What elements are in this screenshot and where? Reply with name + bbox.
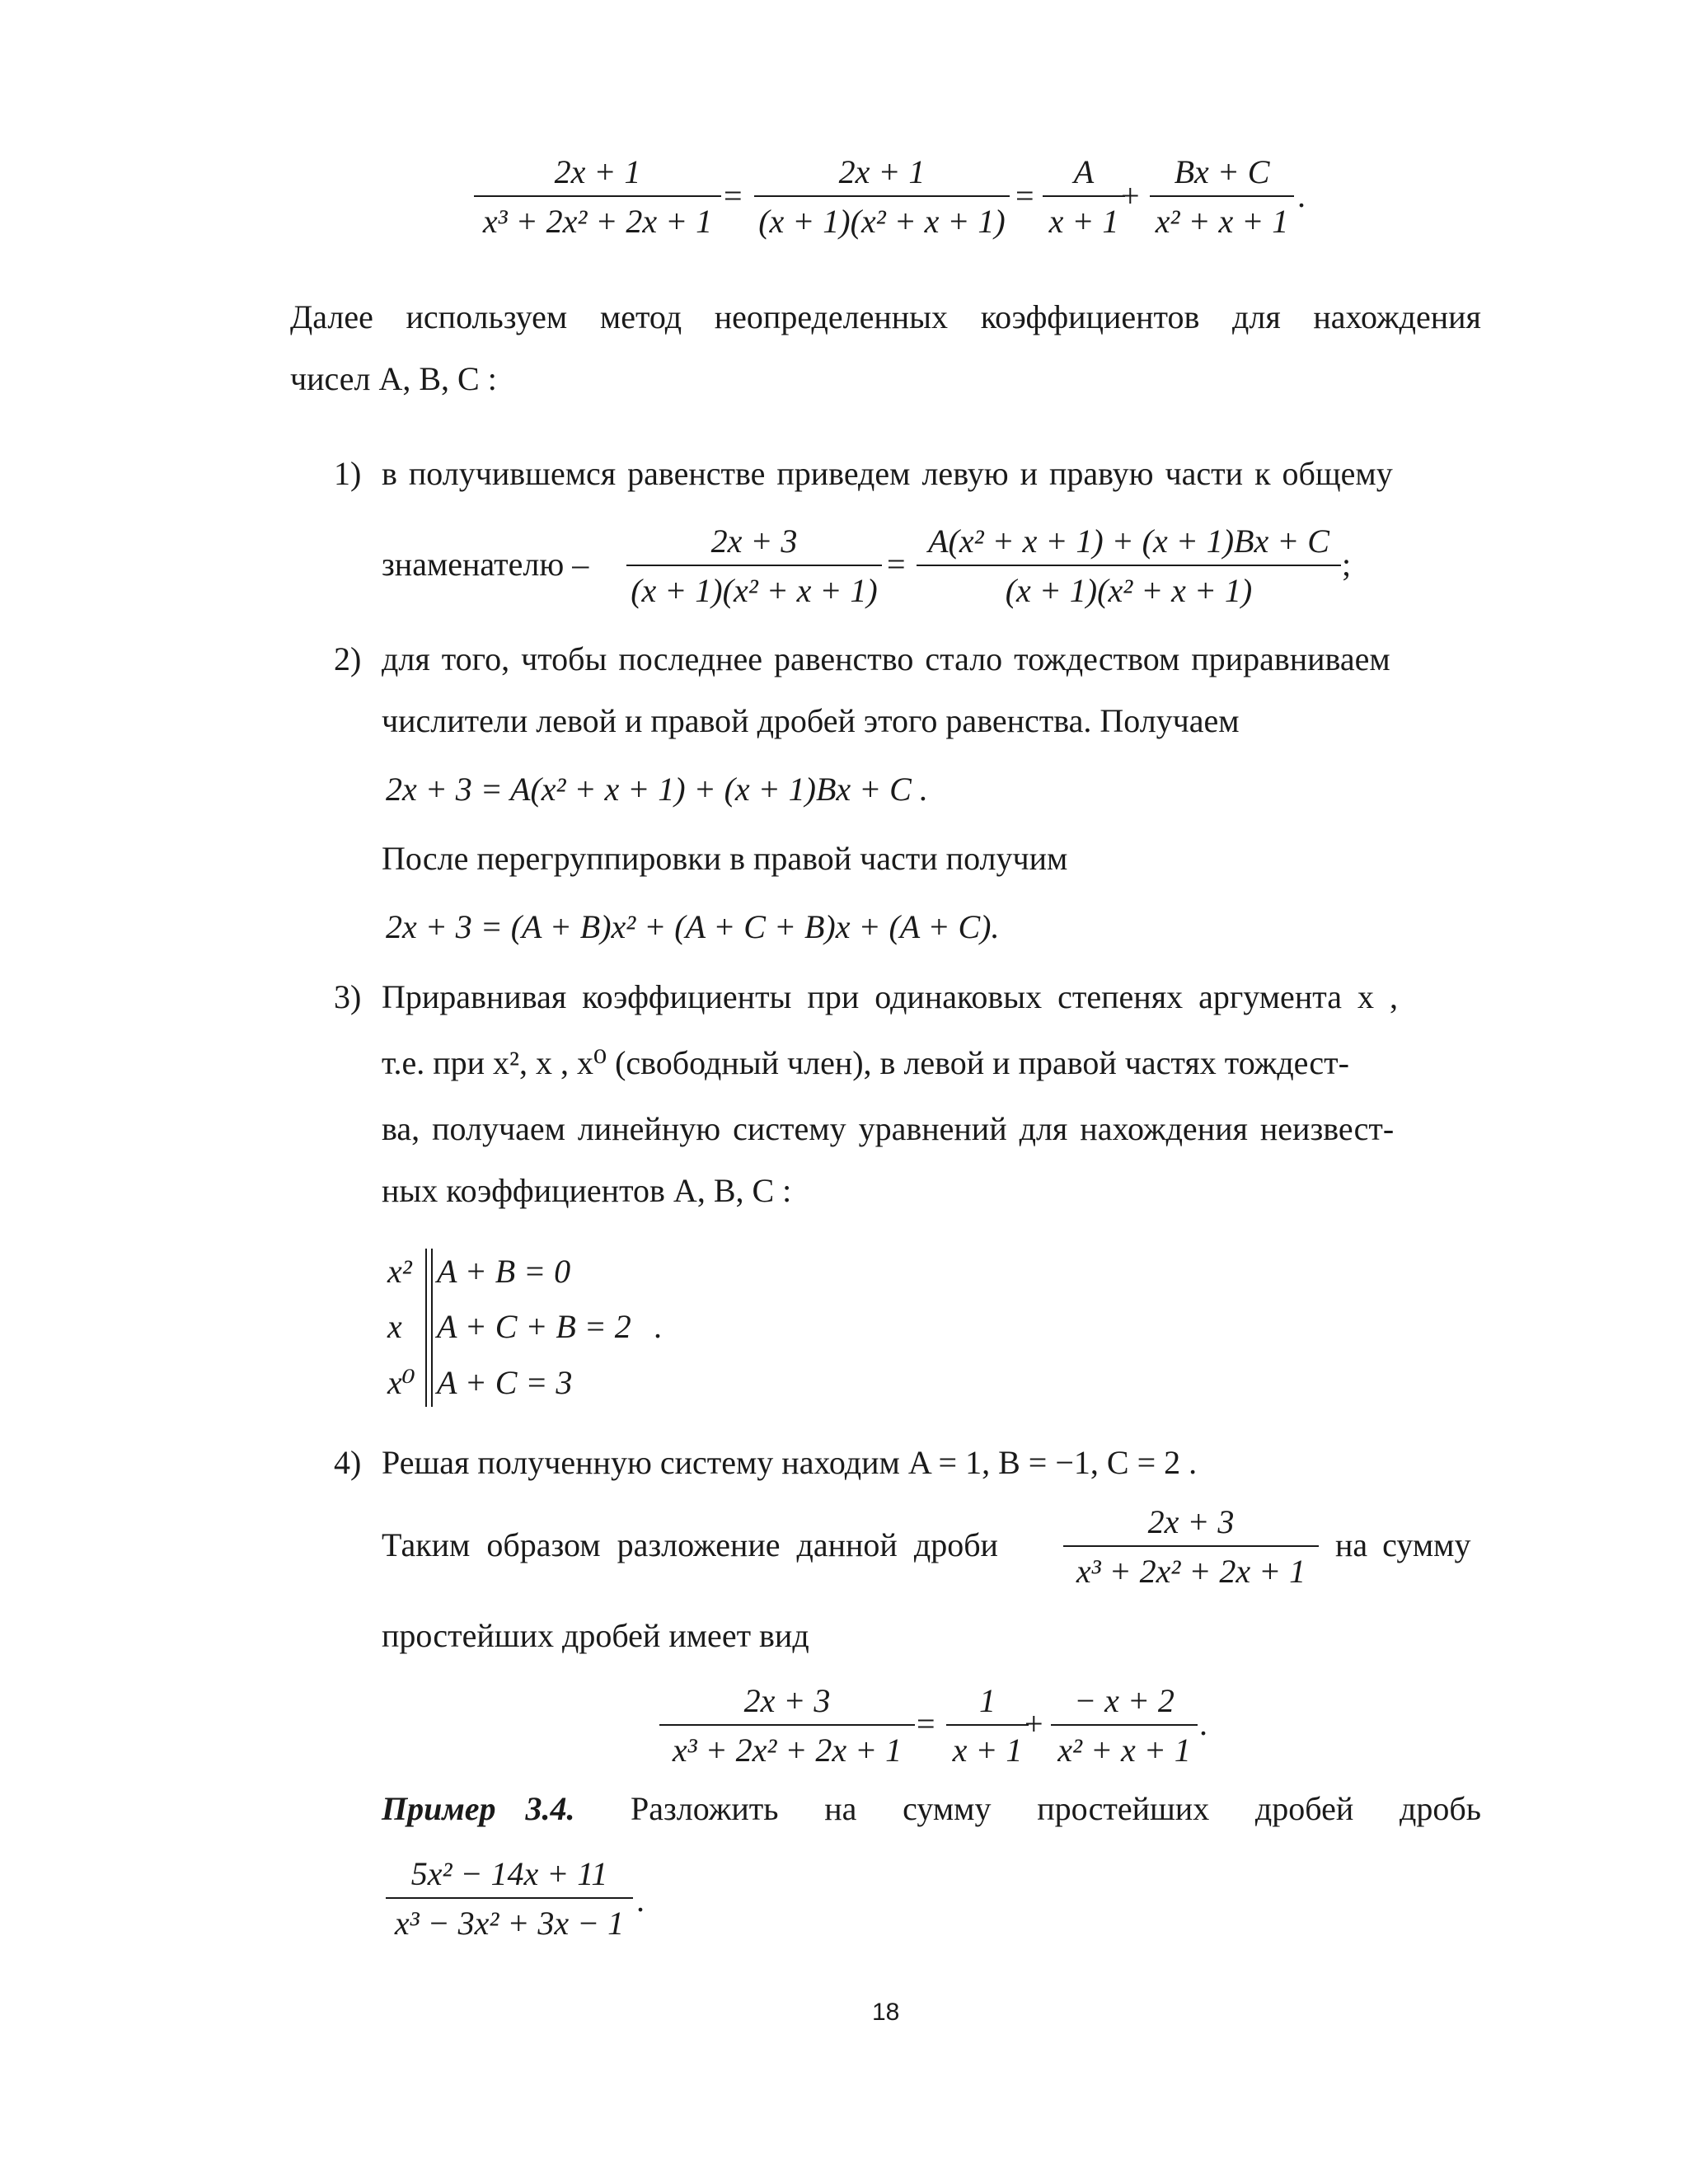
plus-sign: +	[1025, 1705, 1043, 1742]
step-2-equation-b: 2x + 3 = (A + B)x² + (A + C + B)x + (A + C).	[386, 908, 1000, 945]
fraction-bar	[1063, 1545, 1319, 1547]
intro-line-1: Далее используем метод неопределенных коэффициентов для нахождения	[290, 298, 1481, 335]
fraction-numerator: 2x + 1	[554, 153, 641, 190]
system-label-x: x	[387, 1308, 402, 1345]
period: .	[1199, 1705, 1207, 1742]
fraction-denominator: (x + 1)(x² + x + 1)	[1005, 572, 1253, 609]
equals-sign: =	[917, 1705, 935, 1742]
step-3-line-2: т.е. при x², x , x⁰ (свободный член), в левой и правой частях тождест-	[382, 1044, 1349, 1081]
fraction-bar	[626, 565, 882, 566]
fraction-denominator: x + 1	[952, 1732, 1023, 1769]
system-divider-line-2	[431, 1249, 433, 1407]
eq1-fraction-2	[754, 152, 1010, 243]
fraction-bar	[474, 195, 721, 197]
fraction-bar	[1043, 195, 1125, 197]
result-fraction-1	[659, 1681, 915, 1772]
step-1-fraction-2	[917, 522, 1341, 612]
system-row-2: A + C + B = 2	[437, 1308, 631, 1345]
equals-sign: =	[1015, 177, 1034, 214]
step-4-line-3: простейших дробей имеет вид	[382, 1617, 809, 1654]
fraction-denominator: (x + 1)(x² + x + 1)	[758, 203, 1006, 240]
system-period: .	[654, 1308, 662, 1345]
fraction-numerator: Bx + C	[1174, 153, 1270, 190]
step-2-line-3: После перегруппировки в правой части получим	[382, 840, 1068, 877]
plus-sign: +	[1121, 177, 1140, 214]
fraction-bar	[754, 195, 1010, 197]
fraction-bar	[386, 1897, 633, 1899]
period: .	[636, 1882, 645, 1919]
fraction-numerator: 2x + 1	[838, 153, 926, 190]
example-fraction	[386, 1854, 633, 1945]
fraction-numerator: 2x + 3	[710, 523, 798, 560]
period: .	[1297, 177, 1306, 214]
equals-sign: =	[724, 177, 743, 214]
step-2-line-1: для того, чтобы последнее равенство стало тождеством приравниваем	[382, 640, 1390, 677]
example-text: Разложить на сумму простейших дробей дробь	[631, 1790, 1481, 1827]
system-label-x2: x²	[387, 1253, 412, 1290]
semicolon: ;	[1342, 546, 1352, 583]
fraction-bar	[1051, 1724, 1198, 1726]
fraction-numerator: 2x + 3	[743, 1682, 831, 1719]
example-title: Пример 3.4.	[382, 1790, 575, 1827]
fraction-denominator: x² + x + 1	[1155, 203, 1289, 240]
fraction-denominator: x³ + 2x² + 2x + 1	[1076, 1553, 1306, 1590]
fraction-denominator: x + 1	[1048, 203, 1119, 240]
step-2-marker: 2)	[334, 640, 362, 677]
system-label-x0: x⁰	[387, 1364, 415, 1401]
fraction-numerator: 2x + 3	[1147, 1503, 1235, 1540]
fraction-denominator: (x + 1)(x² + x + 1)	[631, 572, 878, 609]
step-4-marker: 4)	[334, 1444, 362, 1481]
step-2-equation-a: 2x + 3 = A(x² + x + 1) + (x + 1)Bx + C .	[386, 771, 928, 808]
step-4-tail: на сумму	[1335, 1526, 1471, 1563]
step-1-marker: 1)	[334, 455, 362, 492]
fraction-bar	[659, 1724, 915, 1726]
fraction-numerator: 5x² − 14x + 11	[410, 1855, 608, 1892]
system-divider-line-1	[425, 1249, 427, 1407]
step-2-line-2: числители левой и правой дробей этого равенства. Получаем	[382, 702, 1240, 739]
eq1-fraction-4	[1150, 152, 1294, 243]
fraction-numerator: − x + 2	[1074, 1682, 1175, 1719]
result-fraction-2	[946, 1681, 1029, 1772]
equals-sign: =	[887, 546, 906, 583]
step-1-fraction-1	[626, 522, 882, 612]
fraction-denominator: x³ + 2x² + 2x + 1	[672, 1732, 903, 1769]
fraction-bar	[946, 1724, 1029, 1726]
fraction-numerator: A	[1073, 153, 1095, 190]
eq1-fraction-3	[1043, 152, 1125, 243]
page-number: 18	[872, 1999, 900, 2026]
step-3-line-3: ва, получаем линейную систему уравнений для нахождения неизвест-	[382, 1110, 1395, 1147]
fraction-numerator: 1	[979, 1682, 996, 1719]
system-row-3: A + C = 3	[437, 1364, 573, 1401]
fraction-denominator: x³ − 3x² + 3x − 1	[394, 1905, 625, 1942]
step-3-line-4: ных коэффициентов A, B, C :	[382, 1172, 792, 1209]
result-fraction-3	[1051, 1681, 1198, 1772]
step-3-marker: 3)	[334, 978, 362, 1015]
eq1-fraction-1	[474, 152, 721, 243]
step-4-lead: Таким образом разложение данной дроби	[382, 1526, 998, 1563]
fraction-denominator: x³ + 2x² + 2x + 1	[482, 203, 713, 240]
step-4-line-1: Решая полученную систему находим A = 1, B = −1, C = 2 .	[382, 1444, 1198, 1481]
fraction-denominator: x² + x + 1	[1057, 1732, 1191, 1769]
system-row-1: A + B = 0	[437, 1253, 571, 1290]
step-1-lead: знаменателю –	[382, 546, 589, 583]
fraction-numerator: A(x² + x + 1) + (x + 1)Bx + C	[928, 523, 1329, 560]
step-1-line-1: в получившемся равенстве приведем левую и правую части к общему	[382, 455, 1393, 492]
fraction-bar	[917, 565, 1341, 566]
step-3-line-1: Приравнивая коэффициенты при одинаковых степенях аргумента x ,	[382, 978, 1398, 1015]
fraction-bar	[1150, 195, 1294, 197]
step-4-fraction	[1063, 1502, 1319, 1593]
intro-line-2: чисел A, B, C :	[290, 360, 497, 397]
